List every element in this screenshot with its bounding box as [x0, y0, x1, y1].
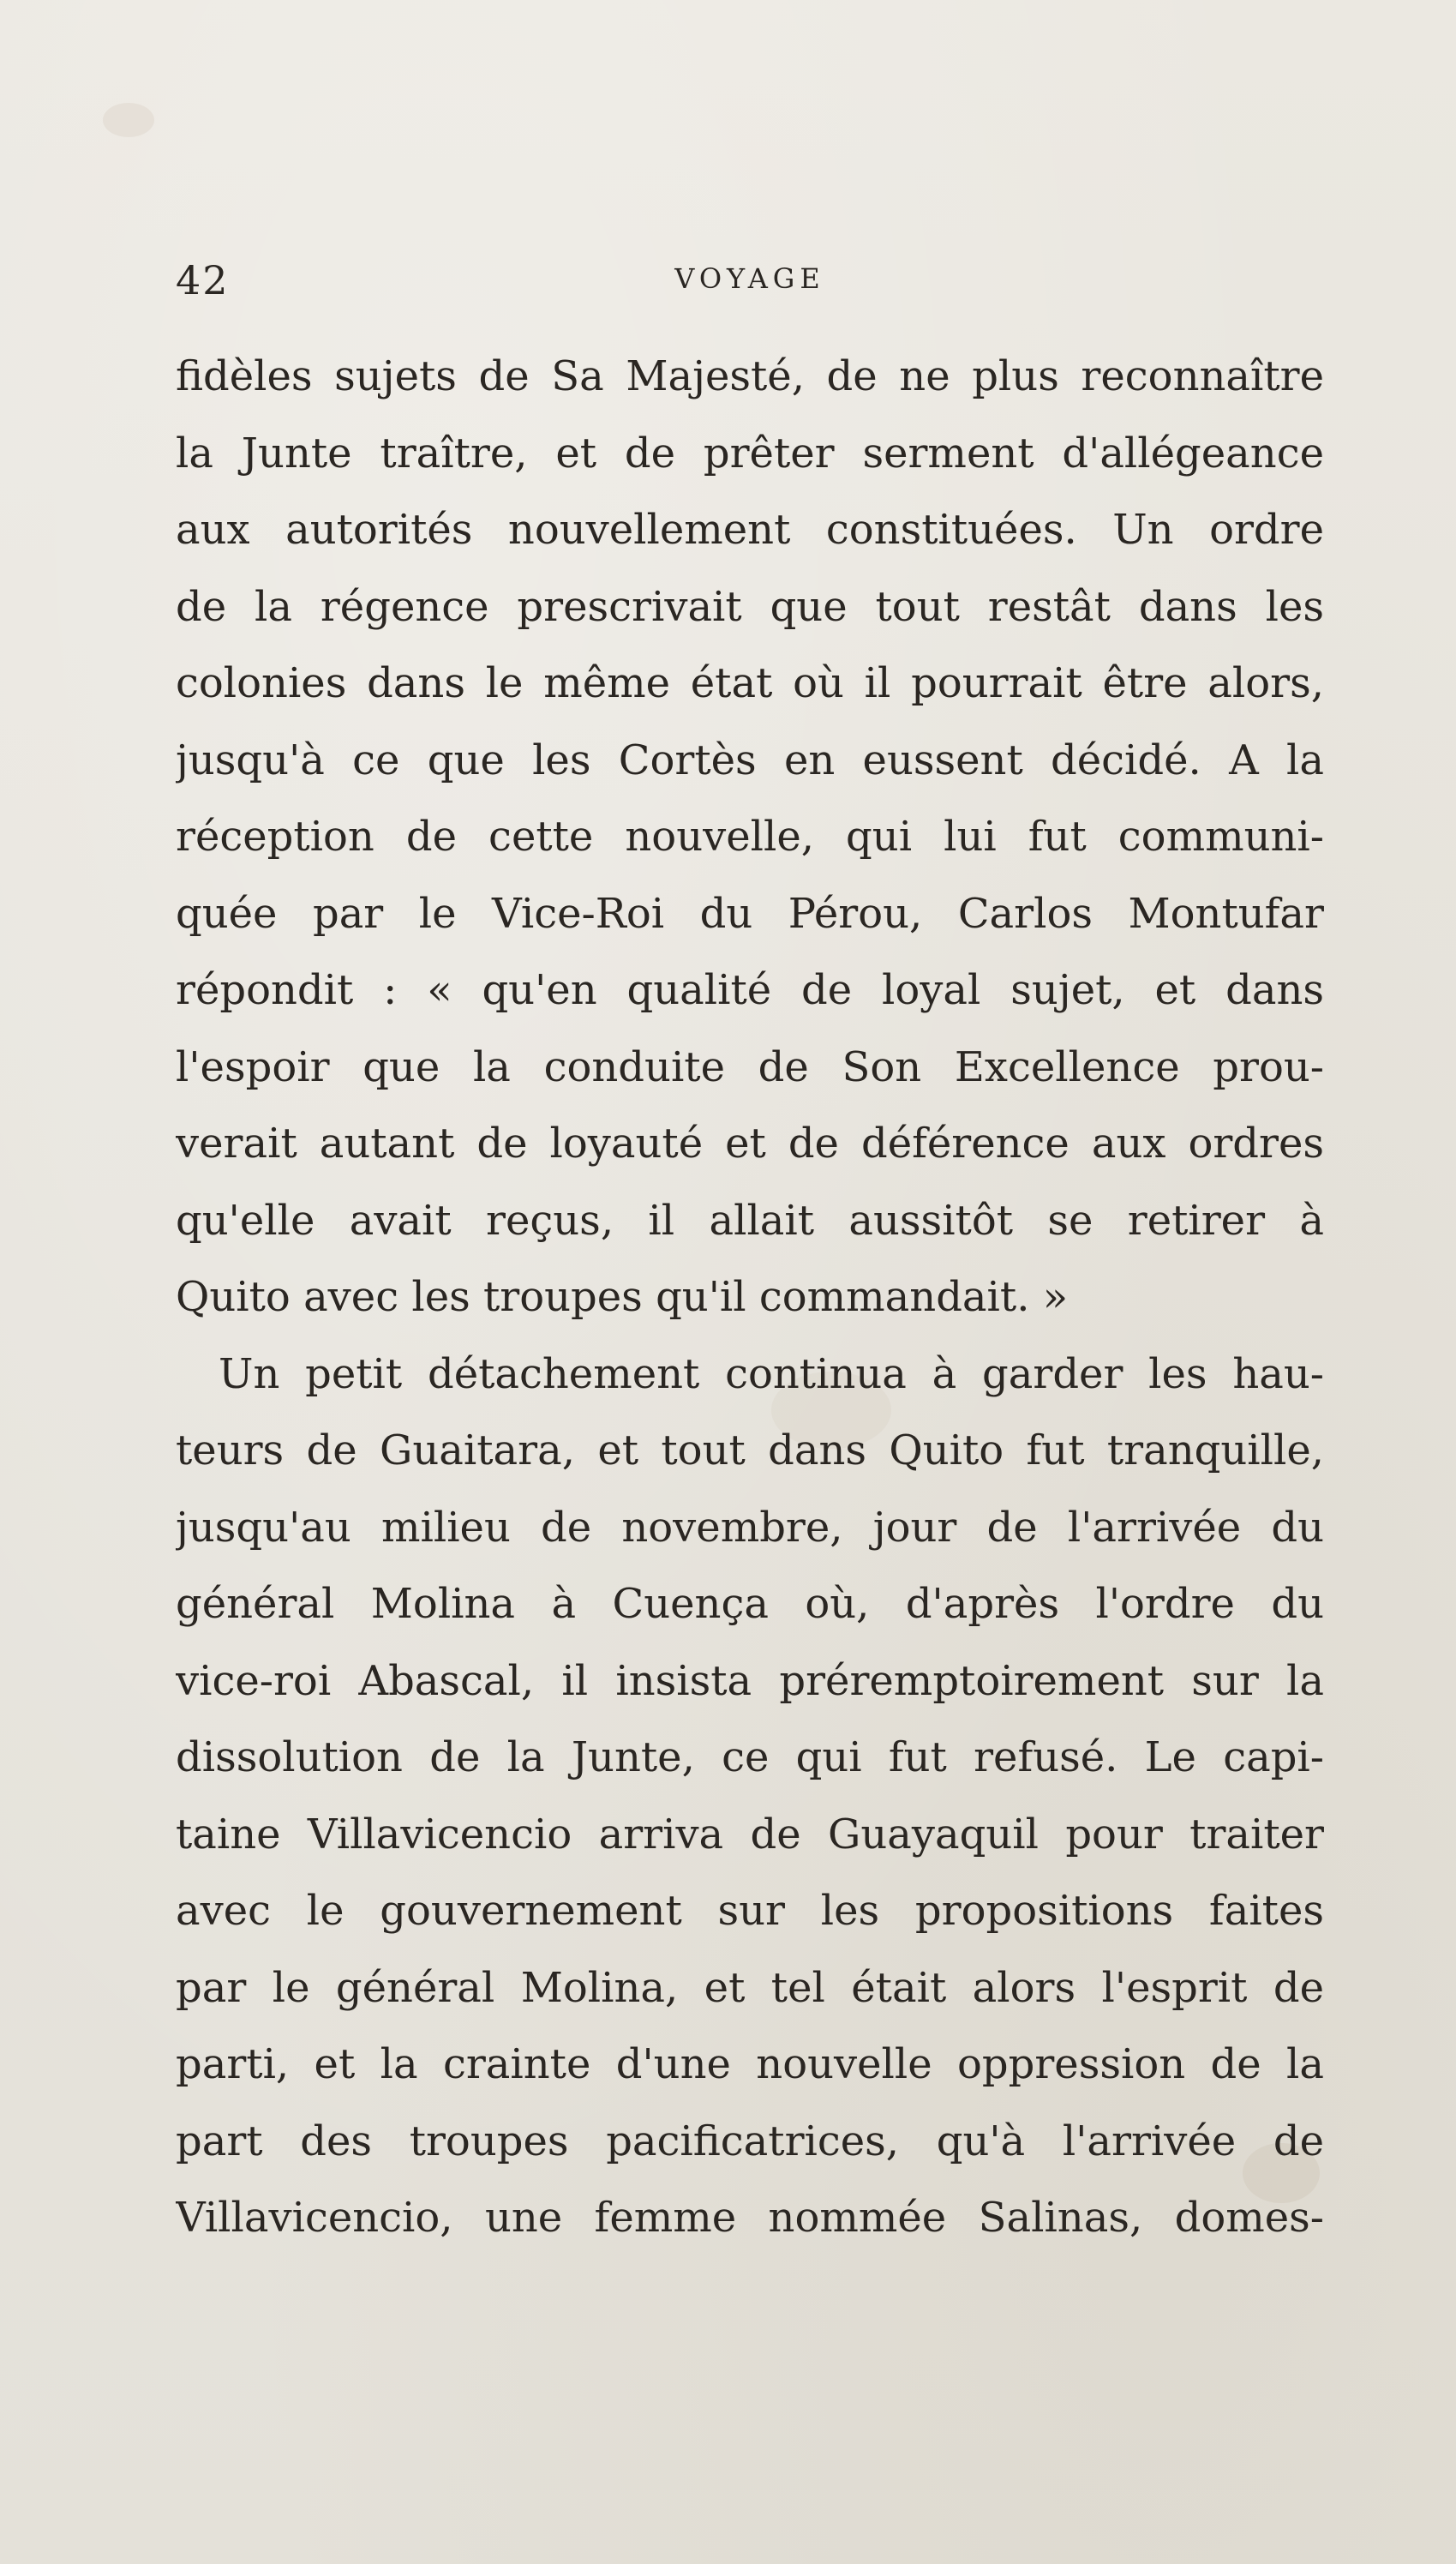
text-line: général Molina à Cuença où, d'après l'ordre du	[176, 1580, 1324, 1628]
paper-stain	[103, 103, 154, 137]
text-line: de la régence prescrivait que tout restât dans les	[176, 582, 1324, 631]
text-line: verait autant de loyauté et de déférence aux ordres	[176, 1120, 1324, 1168]
text-line: vice-roi Abascal, il insista préremptoirement sur la	[176, 1656, 1324, 1705]
text-line: réception de cette nouvelle, qui lui fut communi-	[176, 813, 1324, 861]
text-line: la Junte traître, et de prêter serment d'allégeance	[176, 429, 1324, 477]
text-line: jusqu'à ce que les Cortès en eussent décidé. A la	[176, 736, 1324, 784]
text-line: Villavicencio, une femme nommée Salinas, domes-	[176, 2194, 1324, 2242]
text-line: quée par le Vice-Roi du Pérou, Carlos Montufar	[176, 889, 1324, 938]
text-line: l'espoir que la conduite de Son Excellence prou-	[176, 1042, 1324, 1091]
text-line: aux autorités nouvellement constituées. Un ordre	[176, 506, 1324, 554]
text-line: par le général Molina, et tel était alors l'esprit de	[176, 1963, 1324, 2012]
text-line: fidèles sujets de Sa Majesté, de ne plus reconnaître	[176, 352, 1324, 400]
text-line: taine Villavicencio arriva de Guayaquil pour traiter	[176, 1810, 1324, 1858]
text-line: parti, et la crainte d'une nouvelle oppression de la	[176, 2040, 1324, 2088]
page-header	[176, 257, 1324, 309]
running-title: VOYAGE	[674, 262, 825, 295]
page-number: 42	[176, 257, 230, 303]
text-line: teurs de Guaitara, et tout dans Quito fut tranquille,	[176, 1426, 1324, 1474]
paragraph-end-line: Quito avec les troupes qu'il commandait. »	[176, 1273, 1069, 1321]
text-line: colonies dans le même état où il pourrait être alors,	[176, 659, 1324, 707]
text-line: dissolution de la Junte, ce qui fut refusé. Le capi-	[176, 1733, 1324, 1781]
text-line: avec le gouvernement sur les propositions faites	[176, 1887, 1324, 1935]
text-line: répondit : « qu'en qualité de loyal sujet, et dans	[176, 966, 1324, 1014]
paragraph-start-line: Un petit détachement continua à garder les hau-	[219, 1349, 1324, 1398]
text-line: qu'elle avait reçus, il allait aussitôt se retirer à	[176, 1196, 1324, 1245]
body-text	[176, 339, 1324, 2257]
text-line: jusqu'au milieu de novembre, jour de l'arrivée du	[176, 1503, 1324, 1552]
text-line: part des troupes pacificatrices, qu'à l'arrivée de	[176, 2117, 1324, 2165]
